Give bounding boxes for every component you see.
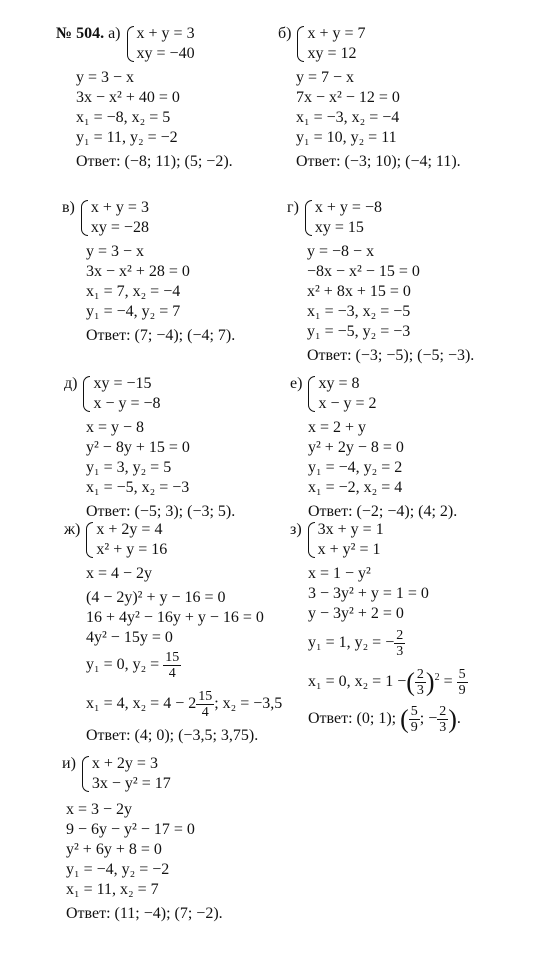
step: y₁ = 11, y₂ = −2 (76, 129, 178, 146)
step: −8x − x² − 15 = 0 (307, 263, 420, 280)
step: x₁ = −5, x₂ = −3 (86, 479, 190, 496)
part-i-label: и) (62, 755, 76, 772)
part-g (287, 198, 474, 366)
answer (307, 346, 474, 366)
equation: xy = −40 (136, 45, 195, 62)
step: y₁ = −5, y₂ = −3 (307, 323, 411, 340)
equation: x + y = 3 (90, 199, 149, 216)
problem-number: № 504. (56, 25, 105, 42)
answer-label: Ответ: (76, 153, 121, 170)
answer-label: Ответ: (296, 153, 341, 170)
step: y² + 6y + 8 = 0 (66, 841, 162, 858)
step: 16 + 4y² − 16y + y − 16 = 0 (86, 609, 264, 626)
answer-label: Ответ: (86, 327, 131, 344)
part-z-label: з) (290, 521, 302, 538)
part-i-system (80, 754, 171, 794)
step: y = 3 − x (86, 243, 145, 260)
equation: xy = 12 (307, 45, 357, 62)
step: (4 − 2y)² + y − 16 = 0 (86, 589, 226, 606)
answer (66, 904, 223, 924)
step-text: ; x₂ = −3,5 (214, 695, 283, 713)
denominator: 9 (458, 683, 466, 698)
part-g-label: г) (287, 199, 299, 216)
answer (308, 502, 457, 522)
step: x = 2 + y (308, 419, 367, 436)
part-zh (64, 520, 282, 746)
equation: x − y = 2 (318, 395, 377, 412)
step: y² + 2y − 8 = 0 (308, 439, 404, 456)
step: y² − 8y + 15 = 0 (86, 439, 190, 456)
part-a-system (125, 24, 195, 64)
part-z-system (306, 520, 384, 560)
part-g-system (303, 198, 382, 238)
part-z (290, 520, 468, 735)
step (86, 650, 282, 681)
numerator: 2 (396, 628, 404, 643)
answer-value: (7; −4); (−4; 7). (134, 327, 236, 344)
part-b-label: б) (278, 25, 292, 42)
numerator: 5 (410, 704, 418, 719)
equation: x + 2y = 3 (91, 755, 158, 772)
equation: 3x − y² = 17 (91, 775, 171, 792)
answer (86, 726, 282, 746)
equation: x + y = −8 (314, 199, 382, 216)
fraction (196, 689, 214, 720)
part-a-label: а) (108, 25, 121, 42)
fraction (394, 628, 405, 659)
step: x₁ = −2, x₂ = 4 (308, 479, 403, 496)
part-i (62, 754, 223, 924)
step: 3 − 3y² + y = 1 = 0 (308, 585, 429, 602)
step: y = 3 − x (76, 69, 135, 86)
denominator: 4 (201, 705, 209, 720)
answer (86, 502, 235, 522)
step: y₁ = 3, y₂ = 5 (86, 459, 172, 476)
fraction (409, 704, 420, 735)
step: x₁ = 0, x₂ = 1 −( $\frac{2}{3}$ )$^2$ = $\frac{5}{9}$ (308, 667, 466, 698)
denominator: 3 (416, 683, 424, 698)
equation: x + y = 7 (307, 25, 366, 42)
step-text: x₁ = 4, x₂ = 4 − 2 (86, 695, 197, 713)
equation: x − y = −8 (93, 395, 161, 412)
denominator: 3 (396, 644, 404, 659)
part-b (278, 24, 461, 172)
step-text: y₁ = 1, y₂ = − (308, 634, 395, 652)
part-v-system (79, 198, 149, 238)
answer-value: (11; −4); (7; −2). (114, 905, 223, 922)
answer-value: (0; 1); (356, 710, 397, 728)
step: x = 3 − 2y (66, 801, 133, 818)
step: x = 1 − y² (308, 565, 371, 582)
answer-label: Ответ: (307, 347, 352, 364)
step: y − 3y² + 2 = 0 (308, 605, 404, 622)
answer-label: Ответ: (66, 905, 111, 922)
numerator: 15 (198, 689, 213, 704)
denominator: 9 (410, 720, 418, 735)
fraction (457, 667, 468, 698)
part-v-label: в) (62, 199, 75, 216)
step (308, 628, 468, 659)
step: x = y − 8 (86, 419, 145, 436)
fraction (163, 650, 181, 681)
paren: ( (400, 704, 409, 734)
step: y = 7 − x (296, 69, 355, 86)
step: y₁ = −4, y₂ = 2 (308, 459, 403, 476)
step: y₁ = −4, y₂ = 7 (86, 303, 181, 320)
answer-value: . (456, 710, 461, 728)
answer (76, 152, 233, 172)
part-d (64, 374, 235, 522)
answer-value: (−8; 11); (5; −2). (124, 153, 233, 170)
fraction (415, 667, 426, 698)
numerator: 2 (439, 704, 447, 719)
answer-label: Ответ: (86, 503, 131, 520)
equation: x + y = 3 (136, 25, 195, 42)
equation: x + y² = 1 (317, 541, 381, 558)
step: 9 − 6y − y² − 17 = 0 (66, 821, 195, 838)
step: x₁ = −8, x₂ = 5 (76, 109, 171, 126)
equation: xy = −28 (90, 219, 149, 236)
step: y = −8 − x (307, 243, 375, 260)
answer (308, 704, 468, 735)
equation: x + 2y = 4 (96, 521, 163, 538)
step-text: x₁ = 0, x₂ = 1 − (308, 673, 407, 691)
part-d-label: д) (64, 375, 78, 392)
numerator: 15 (165, 650, 180, 665)
answer-value: ; − (419, 710, 438, 728)
paren: ( (406, 667, 415, 697)
part-d-system (81, 374, 160, 414)
paren: ) (448, 704, 457, 734)
step: x₁ = −3, x₂ = −4 (296, 109, 400, 126)
answer-value: (−2; −4); (4; 2). (356, 503, 458, 520)
part-zh-label: ж) (64, 521, 81, 538)
numerator: 5 (458, 667, 466, 682)
part-zh-system (84, 520, 167, 560)
equation: x² + y = 16 (96, 541, 168, 558)
step: y₁ = 10, y₂ = 11 (296, 129, 397, 146)
fraction (437, 704, 448, 735)
answer-value: (4; 0); (−3,5; 3,75). (134, 727, 259, 744)
part-e-label: е) (290, 375, 303, 392)
answer-value: (−3; −5); (−5; −3). (355, 347, 475, 364)
equation: xy = −15 (93, 375, 152, 392)
exponent: 2 (434, 671, 440, 683)
part-a (56, 24, 233, 172)
part-e (290, 374, 457, 522)
numerator: 2 (416, 667, 424, 682)
part-e-system (306, 374, 376, 414)
equation: xy = 8 (318, 375, 360, 392)
denominator: 3 (439, 720, 447, 735)
answer-label: Ответ: (308, 710, 353, 728)
step: x₁ = 7, x₂ = −4 (86, 283, 181, 300)
step: 7x − x² − 12 = 0 (296, 89, 400, 106)
step: x = 4 − 2y (86, 565, 153, 582)
step (86, 689, 282, 720)
step: x₁ = 11, x₂ = 7 (66, 881, 159, 898)
answer (296, 152, 461, 172)
answer-label: Ответ: (86, 727, 131, 744)
equation: 3x + y = 1 (317, 521, 384, 538)
equation: xy = 15 (314, 219, 364, 236)
step-text: y₁ = 0, y₂ = (86, 656, 160, 674)
answer-value: (−3; 10); (−4; 11). (344, 153, 461, 170)
answer-label: Ответ: (308, 503, 353, 520)
step: x₁ = −3, x₂ = −5 (307, 303, 411, 320)
answer-value: (−5; 3); (−3; 5). (134, 503, 236, 520)
step: 3x − x² + 28 = 0 (86, 263, 190, 280)
step: y₁ = −4, y₂ = −2 (66, 861, 170, 878)
paren: ) (425, 667, 435, 697)
denominator: 4 (168, 666, 176, 681)
step: 3x − x² + 40 = 0 (76, 89, 180, 106)
part-v (62, 198, 235, 346)
step: x² + 8x + 15 = 0 (307, 283, 411, 300)
part-b-system (295, 24, 365, 64)
answer (86, 326, 235, 346)
step: 4y² − 15y = 0 (86, 629, 173, 646)
